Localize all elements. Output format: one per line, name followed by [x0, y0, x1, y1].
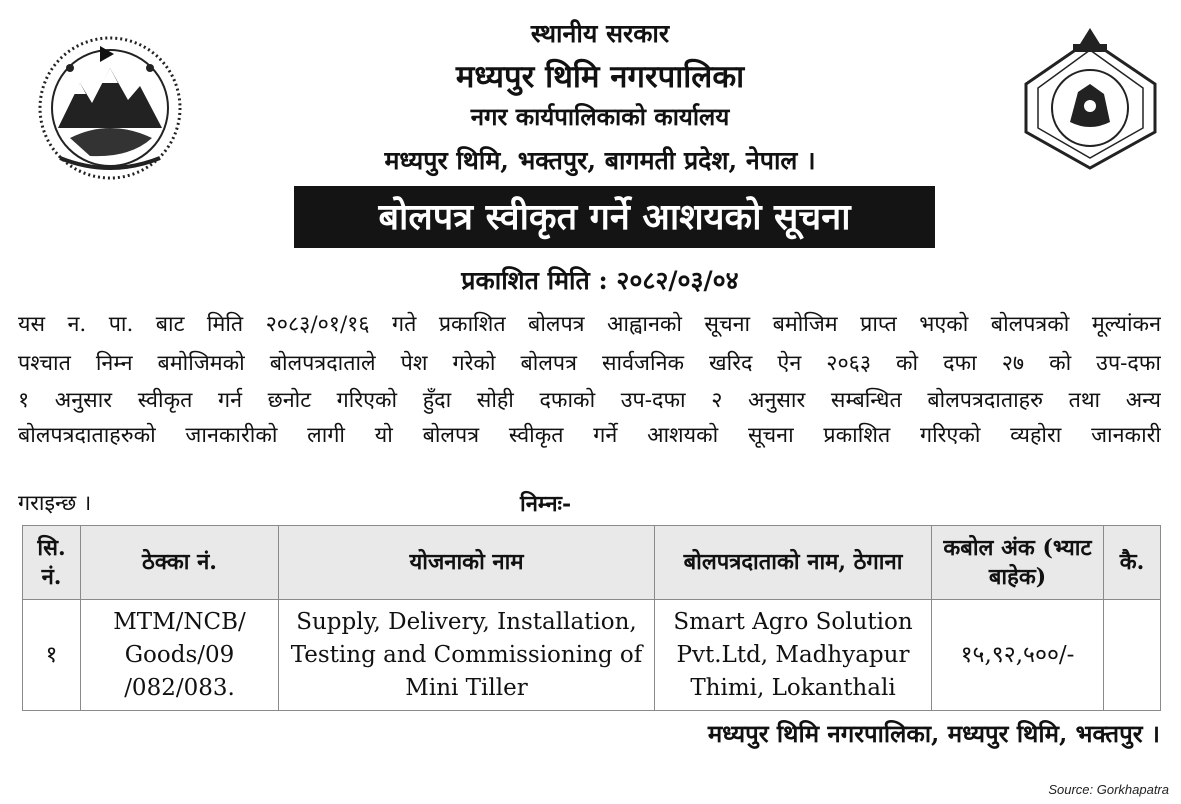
notice-body-line-1: यस न. पा. बाट मिति २०८३/०१/१६ गते प्रकाशित बोलपत्र आह्वानको सूचना बमोजिम प्राप्त भएको बोलपत्रको मूल्यांकन: [18, 312, 1161, 337]
notice-body-line-4: बोलपत्रदाताहरुको जानकारीको लागी यो बोलपत्र स्वीकृत गर्ने आशयको सूचना प्रकाशित गरिएको व्यहोरा जानकारी: [18, 423, 1161, 448]
signoff: मध्यपुर थिमि नगरपालिका, मध्यपुर थिमि, भक्तपुर ।: [707, 719, 1160, 748]
header-municipality-name: मध्यपुर थिमि नगरपालिका: [455, 59, 745, 95]
notice-body-line-3: १ अनुसार स्वीकृत गर्न छनोट गरिएको हुँदा सोही दफाको उप-दफा २ अनुसार सम्बन्धित बोलपत्रदाताहरु तथा अन्य: [18, 388, 1161, 413]
list-subheading: निम्नः-: [520, 491, 572, 517]
table-header-row: [23, 526, 1161, 600]
col-header-contract-no: ठेक्का नं.: [81, 526, 279, 600]
col-header-serial: सि. नं.: [23, 526, 81, 600]
col-header-bid-amount: कबोल अंक (भ्याट बाहेक): [932, 526, 1104, 600]
notice-body-line-5: गराइन्छ ।: [18, 491, 92, 516]
header-address: मध्यपुर थिमि, भक्तपुर, बागमती प्रदेश, नेपाल ।: [384, 146, 816, 175]
cell-bidder: Smart Agro Solution Pvt.Ltd, Madhyapur Thimi, Lokanthali: [655, 600, 932, 711]
cell-bid-amount: १५,९२,५००/-: [932, 600, 1104, 711]
tender-table: [22, 525, 1161, 711]
cell-project-name: Supply, Delivery, Installation, Testing and Commissioning of Mini Tiller: [279, 600, 655, 711]
cell-remarks: [1104, 600, 1161, 711]
col-header-remarks: कै.: [1104, 526, 1161, 600]
published-date: प्रकाशित मिति : २०८२/०३/०४: [461, 266, 739, 295]
notice-body-line-2: पश्चात निम्न बमोजिमको बोलपत्रदाताले पेश गरेको बोलपत्र सार्वजनिक खरिद ऐन २०६३ को दफा २७ को उप-दफा: [18, 351, 1161, 376]
col-header-bidder: बोलपत्रदाताको नाम, ठेगाना: [655, 526, 932, 600]
header-office-name: नगर कार्यपालिकाको कार्यालय: [470, 102, 730, 131]
table-row: [23, 600, 1161, 711]
cell-serial: १: [23, 600, 81, 711]
cell-contract-no: MTM/NCB/ Goods/09 /082/083.: [81, 600, 279, 711]
nepal-government-emblem-icon: [30, 28, 190, 188]
notice-title-banner: बोलपत्र स्वीकृत गर्ने आशयको सूचना: [294, 186, 935, 248]
madhyapur-thimi-municipality-logo-icon: [1018, 22, 1163, 172]
source-credit: Source: Gorkhapatra: [1048, 782, 1169, 797]
col-header-project-name: योजनाको नाम: [279, 526, 655, 600]
header-local-government: स्थानीय सरकार: [530, 19, 670, 48]
